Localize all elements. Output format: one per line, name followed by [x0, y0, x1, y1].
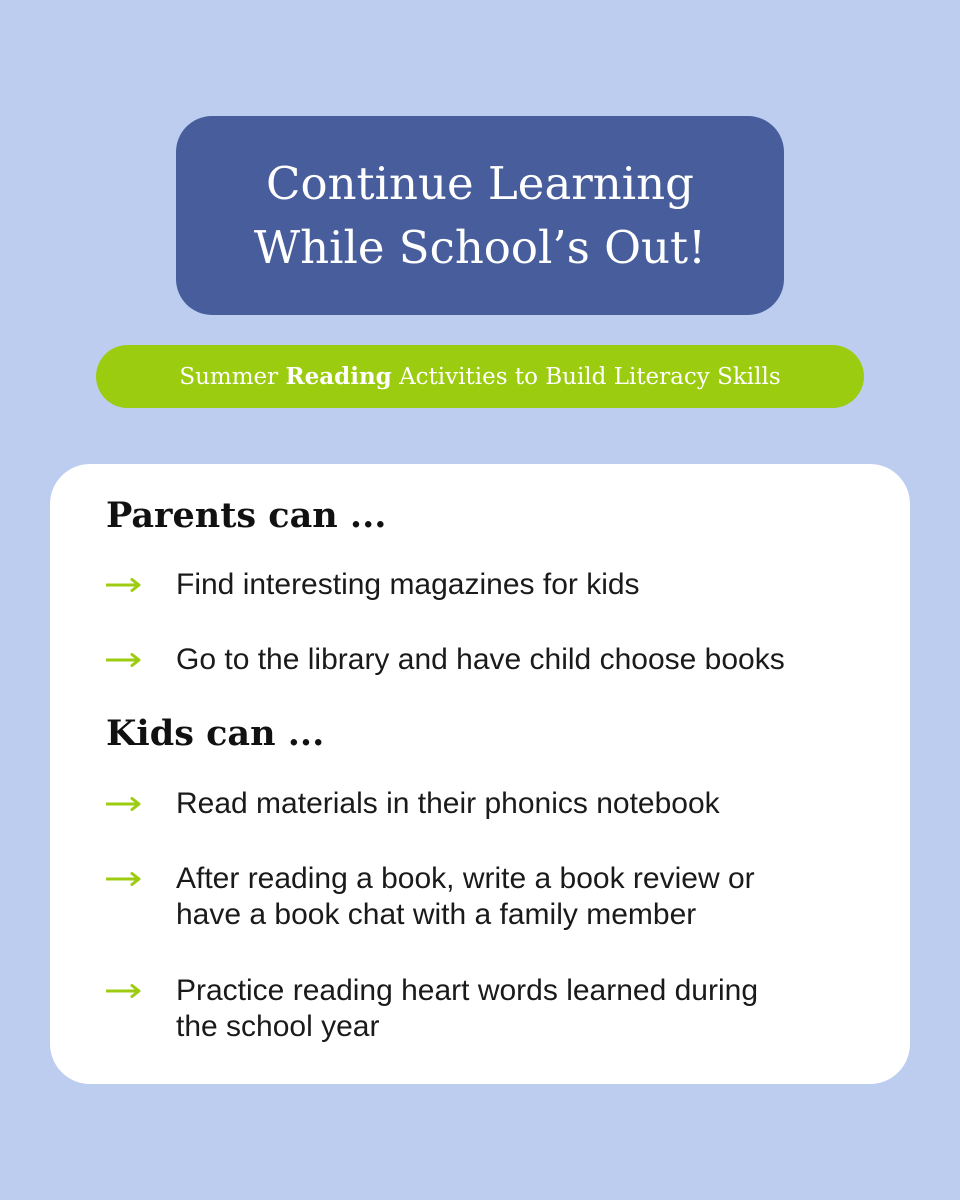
list-item	[106, 642, 866, 678]
subtitle-banner	[96, 345, 864, 408]
list-item-line: the school year	[176, 1010, 380, 1043]
title-banner	[176, 116, 784, 315]
activities-card	[50, 464, 910, 1084]
kids-heading: Kids can ...	[106, 713, 325, 754]
list-item-text	[176, 861, 755, 933]
title-line-2: While School’s Out!	[253, 220, 707, 274]
right-arrow-icon	[106, 861, 176, 897]
subtitle-suffix: Activities to Build Literacy Skills	[399, 363, 781, 390]
list-item-text	[176, 973, 758, 1045]
right-arrow-icon	[106, 642, 176, 678]
parents-heading: Parents can ...	[106, 495, 387, 536]
list-item	[106, 861, 866, 933]
list-item-line: Go to the library and have child choose books	[176, 643, 785, 676]
subtitle-bold-word: Reading	[285, 363, 392, 390]
list-item-text	[176, 786, 720, 822]
list-item-line: have a book chat with a family member	[176, 898, 697, 931]
list-item-text	[176, 642, 785, 678]
list-item-line: Find interesting magazines for kids	[176, 568, 640, 601]
list-item-text	[176, 567, 640, 603]
list-item-line: Read materials in their phonics notebook	[176, 787, 720, 820]
list-item	[106, 973, 866, 1045]
subtitle-prefix: Summer	[179, 363, 279, 390]
right-arrow-icon	[106, 786, 176, 822]
right-arrow-icon	[106, 973, 176, 1009]
list-item	[106, 786, 866, 822]
list-item	[106, 567, 866, 603]
list-item-line: Practice reading heart words learned during	[176, 974, 758, 1007]
title-line-1: Continue Learning	[266, 156, 694, 210]
right-arrow-icon	[106, 567, 176, 603]
list-item-line: After reading a book, write a book review or	[176, 862, 755, 895]
